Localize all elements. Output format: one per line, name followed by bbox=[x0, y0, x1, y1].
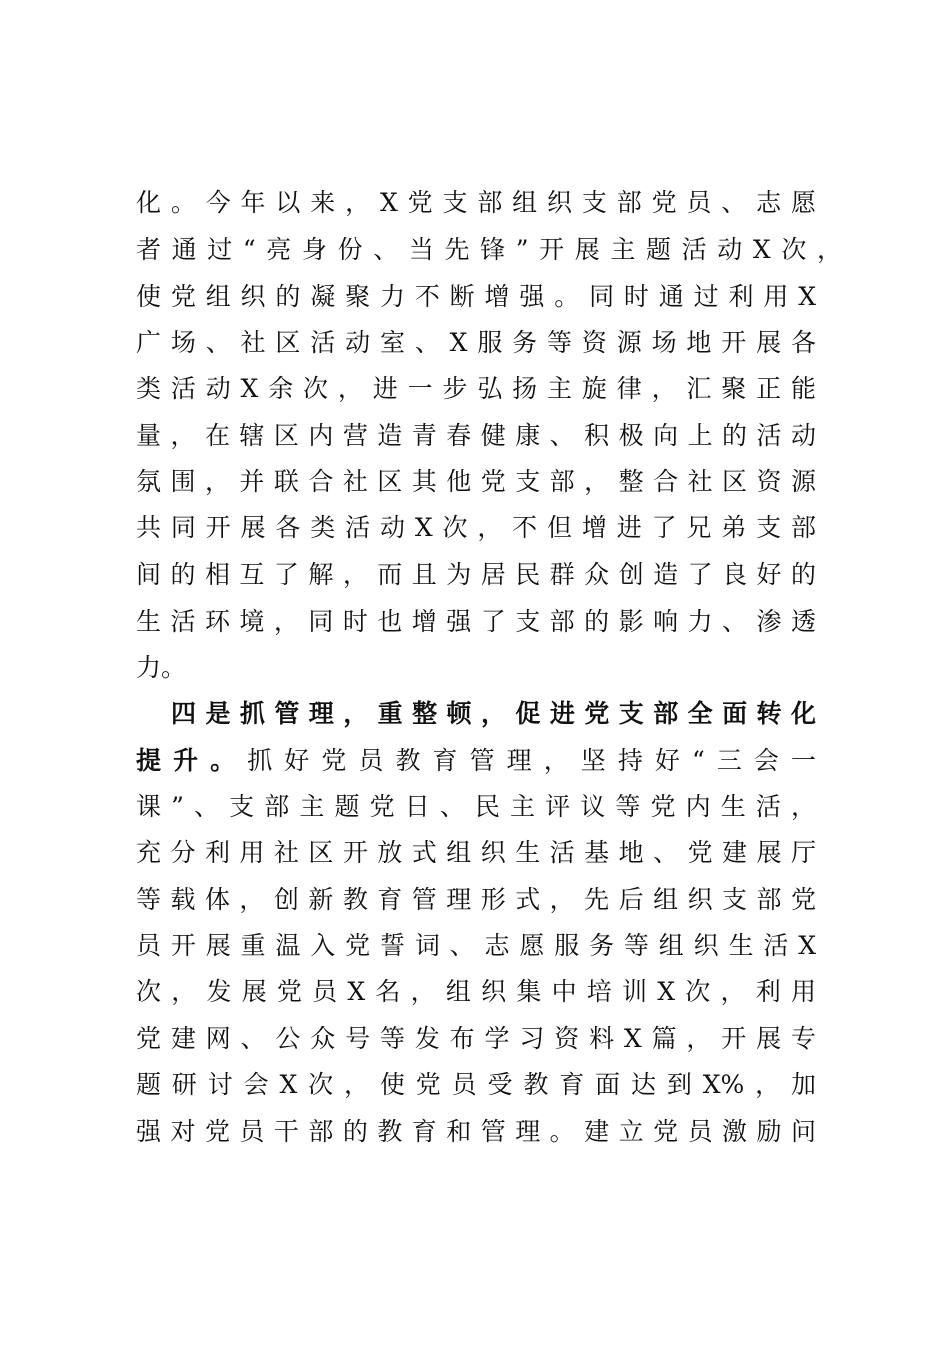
text-line: 力。 bbox=[136, 653, 187, 682]
text-line: 次，发展党员X名，组织集中培训X次，利用 bbox=[136, 977, 816, 1006]
text-line: 氛围，并联合社区其他党支部，整合社区资源 bbox=[136, 467, 816, 496]
text-line: 充分利用社区开放式组织生活基地、党建展厅 bbox=[136, 838, 816, 867]
text-line: 党建网、公众号等发布学习资料X篇，开展专 bbox=[136, 1024, 816, 1053]
text-line: 强对党员干部的教育和管理。建立党员激励问 bbox=[136, 1117, 816, 1146]
text-line: 生活环境，同时也增强了支部的影响力、渗透 bbox=[136, 607, 816, 636]
text-line bbox=[136, 742, 816, 780]
text-line: 使党组织的凝聚力不断增强。同时通过利用X bbox=[136, 282, 816, 311]
text-line: 量，在辖区内营造青春健康、积极向上的活动 bbox=[136, 421, 816, 450]
text-line: 课”、支部主题党日、民主评议等党内生活， bbox=[136, 792, 816, 821]
text-line: 题研讨会X次，使党员受教育面达到X%，加 bbox=[136, 1070, 816, 1099]
text-line: 共同开展各类活动X次，不但增进了兄弟支部 bbox=[136, 513, 816, 542]
section-heading-end: 提升。 bbox=[136, 746, 248, 775]
text-line: 员开展重温入党誓词、志愿服务等组织生活X bbox=[136, 931, 816, 960]
text-line: 等载体，创新教育管理形式，先后组织支部党 bbox=[136, 885, 816, 914]
text-line-content: 抓好党员教育管理，坚持好“三会一 bbox=[247, 746, 816, 775]
text-line: 类活动X余次，进一步弘扬主旋律，汇聚正能 bbox=[136, 374, 816, 403]
section-heading: 四是抓管理，重整顿，促进党支部全面转化 bbox=[171, 699, 816, 728]
text-line: 化。今年以来，X党支部组织支部党员、志愿 bbox=[136, 188, 816, 217]
text-line: 广场、社区活动室、X服务等资源场地开展各 bbox=[136, 328, 816, 357]
text-line: 间的相互了解，而且为居民群众创造了良好的 bbox=[136, 560, 816, 589]
text-line: 者通过“亮身份、当先锋”开展主题活动X次， bbox=[136, 235, 842, 264]
